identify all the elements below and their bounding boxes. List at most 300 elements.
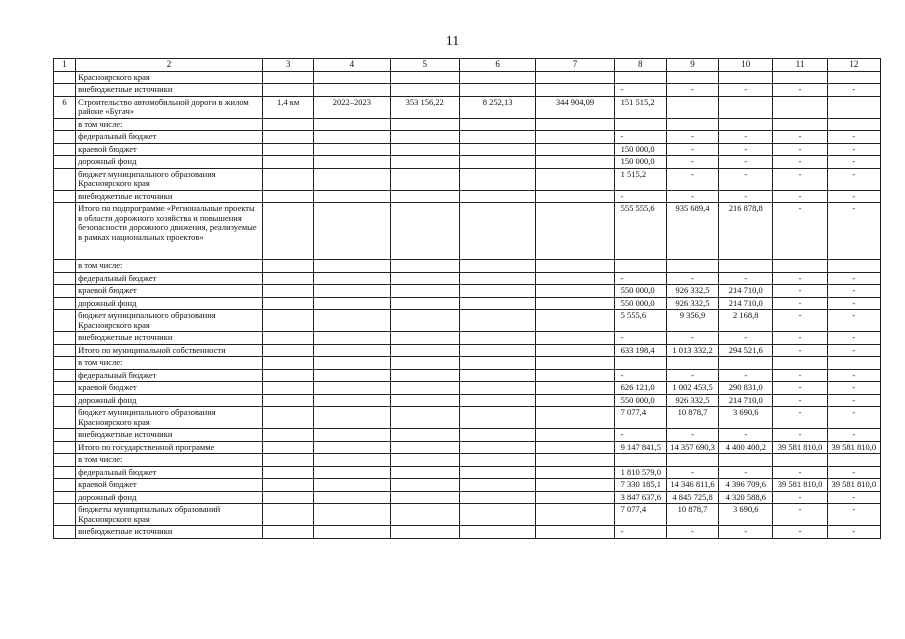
table-cell (262, 84, 313, 97)
table-cell (719, 71, 773, 84)
table-cell (390, 272, 459, 285)
table-cell (54, 394, 76, 407)
table-cell (262, 344, 313, 357)
table-cell (262, 407, 313, 429)
table-row (54, 71, 881, 84)
table-cell (54, 71, 76, 84)
table-cell (390, 71, 459, 84)
table-cell (314, 491, 390, 504)
table-cell: 4 396 709,6 (719, 479, 773, 492)
table-row (54, 429, 881, 442)
table-cell (314, 143, 390, 156)
table-cell: - (614, 526, 666, 539)
table-cell (773, 96, 827, 118)
table-row (54, 526, 881, 539)
table-cell: 2022–2023 (314, 96, 390, 118)
table-cell (536, 260, 614, 273)
row-label-cell: Итого по государственной программе (76, 441, 263, 454)
table-cell: 550 000,0 (614, 394, 666, 407)
table-row (54, 297, 881, 310)
table-cell (314, 526, 390, 539)
table-cell (390, 357, 459, 370)
table-cell: - (827, 394, 880, 407)
table-row (54, 190, 881, 203)
table-row (54, 310, 881, 332)
table-cell (314, 357, 390, 370)
table-cell: - (827, 344, 880, 357)
row-label-cell: краевой бюджет (76, 285, 263, 298)
table-cell: 353 156,22 (390, 96, 459, 118)
table-cell (390, 131, 459, 144)
table-cell (390, 190, 459, 203)
table-cell (314, 479, 390, 492)
table-cell (54, 297, 76, 310)
row-label-cell: Итого по муниципальной собственности (76, 344, 263, 357)
table-cell (459, 344, 535, 357)
table-cell (459, 71, 535, 84)
table-cell (314, 382, 390, 395)
table-cell: - (773, 369, 827, 382)
table-cell (459, 297, 535, 310)
table-row (54, 479, 881, 492)
table-cell: - (827, 297, 880, 310)
table-cell (390, 526, 459, 539)
table-cell (666, 357, 718, 370)
table-cell (262, 285, 313, 298)
table-cell (536, 131, 614, 144)
row-label-cell: краевой бюджет (76, 479, 263, 492)
table-cell (666, 118, 718, 131)
table-cell: - (827, 203, 880, 260)
table-row (54, 454, 881, 467)
table-cell: 4 845 725,8 (666, 491, 718, 504)
table-cell (54, 344, 76, 357)
table-cell (54, 190, 76, 203)
table-cell: 550 000,0 (614, 297, 666, 310)
table-cell (536, 190, 614, 203)
table-row (54, 491, 881, 504)
table-cell (262, 491, 313, 504)
table-row (54, 131, 881, 144)
table-cell (459, 504, 535, 526)
table-cell: - (773, 84, 827, 97)
table-cell: 926 332,5 (666, 285, 718, 298)
table-cell (262, 131, 313, 144)
column-header: 10 (719, 59, 773, 72)
table-cell: - (827, 332, 880, 345)
table-cell (314, 297, 390, 310)
table-cell (666, 454, 718, 467)
table-row (54, 441, 881, 454)
table-cell: - (827, 310, 880, 332)
row-label-cell: внебюджетные источники (76, 190, 263, 203)
table-cell (314, 156, 390, 169)
table-cell: 926 332,5 (666, 394, 718, 407)
table-cell (459, 332, 535, 345)
table-cell (773, 71, 827, 84)
table-cell (719, 96, 773, 118)
table-cell (314, 285, 390, 298)
table-cell (459, 118, 535, 131)
table-row (54, 382, 881, 395)
table-cell (390, 260, 459, 273)
table-cell (54, 441, 76, 454)
table-cell (314, 369, 390, 382)
table-cell (459, 394, 535, 407)
table-cell: 1 810 579,0 (614, 466, 666, 479)
table-cell: - (773, 407, 827, 429)
table-cell (536, 526, 614, 539)
row-label-cell: федеральный бюджет (76, 369, 263, 382)
table-cell (390, 332, 459, 345)
table-cell: - (773, 285, 827, 298)
table-cell (459, 272, 535, 285)
table-row (54, 394, 881, 407)
table-cell: - (773, 429, 827, 442)
row-label-cell: дорожный фонд (76, 297, 263, 310)
table-cell: - (719, 369, 773, 382)
table-cell: 294 521,6 (719, 344, 773, 357)
column-header: 2 (76, 59, 263, 72)
table-cell: - (827, 285, 880, 298)
table-cell: 150 000,0 (614, 156, 666, 169)
table-cell: 550 000,0 (614, 285, 666, 298)
table-cell: 1 002 453,5 (666, 382, 718, 395)
table-cell: - (827, 131, 880, 144)
row-label-cell: бюджет муниципального образования Красноярского края (76, 407, 263, 429)
table-cell: 926 332,5 (666, 297, 718, 310)
table-cell: - (827, 407, 880, 429)
table-cell (459, 407, 535, 429)
table-row (54, 118, 881, 131)
row-label-cell: внебюджетные источники (76, 332, 263, 345)
table-cell (536, 84, 614, 97)
table-cell: 10 878,7 (666, 407, 718, 429)
table-cell: - (827, 190, 880, 203)
table-cell: 214 710,0 (719, 285, 773, 298)
table-cell (536, 203, 614, 260)
table-cell: 8 252,13 (459, 96, 535, 118)
table-cell (536, 429, 614, 442)
table-cell (390, 429, 459, 442)
table-cell (459, 143, 535, 156)
table-cell (459, 260, 535, 273)
table-cell: - (666, 526, 718, 539)
column-header: 9 (666, 59, 718, 72)
table-cell (314, 203, 390, 260)
table-cell (719, 357, 773, 370)
table-cell: - (614, 369, 666, 382)
table-cell: - (773, 394, 827, 407)
table-cell: - (666, 84, 718, 97)
table-cell: - (773, 143, 827, 156)
table-cell: 39 581 810,0 (827, 441, 880, 454)
row-label-cell: в том числе: (76, 118, 263, 131)
table-cell: 555 555,6 (614, 203, 666, 260)
table-cell (54, 168, 76, 190)
table-cell (262, 394, 313, 407)
table-cell (827, 454, 880, 467)
table-cell (390, 203, 459, 260)
table-cell (459, 310, 535, 332)
table-cell (459, 382, 535, 395)
table-cell: - (773, 526, 827, 539)
table-cell (536, 504, 614, 526)
table-cell (262, 190, 313, 203)
table-cell (262, 526, 313, 539)
table-cell (614, 71, 666, 84)
row-label-cell: краевой бюджет (76, 382, 263, 395)
table-cell (314, 332, 390, 345)
table-cell: 151 515,2 (614, 96, 666, 118)
table-cell (390, 84, 459, 97)
table-cell (536, 310, 614, 332)
page-number: 11 (445, 34, 460, 49)
table-cell: 6 (54, 96, 76, 118)
table-cell: 935 689,4 (666, 203, 718, 260)
table-cell: - (827, 143, 880, 156)
table-cell: - (827, 382, 880, 395)
table-cell: - (827, 466, 880, 479)
table-cell (459, 491, 535, 504)
table-cell: 39 581 810,0 (773, 441, 827, 454)
table-cell: - (614, 84, 666, 97)
table-cell (666, 260, 718, 273)
column-header: 6 (459, 59, 535, 72)
table-cell (390, 118, 459, 131)
column-header: 12 (827, 59, 880, 72)
table-cell (459, 190, 535, 203)
table-cell (536, 272, 614, 285)
table-cell: - (614, 131, 666, 144)
table-cell (827, 96, 880, 118)
table-cell: 14 357 690,3 (666, 441, 718, 454)
table-cell (536, 285, 614, 298)
table-cell (459, 203, 535, 260)
column-header: 3 (262, 59, 313, 72)
table-cell (459, 357, 535, 370)
table-row (54, 143, 881, 156)
table-cell: 2 168,8 (719, 310, 773, 332)
table-cell: - (666, 168, 718, 190)
table-row (54, 466, 881, 479)
table-cell (536, 369, 614, 382)
table-cell: - (827, 369, 880, 382)
table-cell: - (614, 190, 666, 203)
column-header: 7 (536, 59, 614, 72)
table-cell (262, 272, 313, 285)
column-header: 4 (314, 59, 390, 72)
table-cell (536, 479, 614, 492)
table-cell (536, 357, 614, 370)
table-cell (666, 71, 718, 84)
table-cell (314, 190, 390, 203)
table-cell (54, 504, 76, 526)
table-cell: - (773, 491, 827, 504)
table-cell (536, 454, 614, 467)
table-cell: 9 356,9 (666, 310, 718, 332)
row-label-cell: федеральный бюджет (76, 131, 263, 144)
table-cell: 633 198,4 (614, 344, 666, 357)
row-label-cell: внебюджетные источники (76, 429, 263, 442)
table-row (54, 203, 881, 260)
table-cell (536, 118, 614, 131)
table-row (54, 357, 881, 370)
table-cell: 4 320 588,6 (719, 491, 773, 504)
table-cell (54, 260, 76, 273)
table-cell (459, 285, 535, 298)
table-cell (459, 84, 535, 97)
table-cell (459, 429, 535, 442)
table-cell (54, 454, 76, 467)
table-cell: - (827, 526, 880, 539)
row-label-cell: в том числе: (76, 260, 263, 273)
table-cell (459, 479, 535, 492)
table-cell: 1,4 км (262, 96, 313, 118)
table-cell (262, 369, 313, 382)
table-cell (536, 407, 614, 429)
table-cell (262, 454, 313, 467)
table-cell (536, 441, 614, 454)
table-cell (314, 272, 390, 285)
table-cell: 4 400 400,2 (719, 441, 773, 454)
table-cell: 39 581 810,0 (773, 479, 827, 492)
table-cell (536, 332, 614, 345)
table-cell: - (719, 332, 773, 345)
table-cell: 10 878,7 (666, 504, 718, 526)
row-label-cell: в том числе: (76, 454, 263, 467)
table-cell (314, 260, 390, 273)
table-row (54, 285, 881, 298)
table-cell (262, 143, 313, 156)
table-cell: - (773, 382, 827, 395)
row-label-cell: внебюджетные источники (76, 84, 263, 97)
table-cell (536, 394, 614, 407)
table-cell: - (773, 466, 827, 479)
table-cell (536, 168, 614, 190)
row-label-cell: внебюджетные источники (76, 526, 263, 539)
row-label-cell: дорожный фонд (76, 491, 263, 504)
table-cell (262, 466, 313, 479)
table-cell: - (719, 429, 773, 442)
table-cell: 3 690,6 (719, 504, 773, 526)
table-row (54, 84, 881, 97)
table-cell (390, 504, 459, 526)
table-cell (262, 332, 313, 345)
table-cell: - (827, 272, 880, 285)
table-cell: - (827, 156, 880, 169)
table-cell: - (773, 297, 827, 310)
table-cell: - (614, 429, 666, 442)
table-cell: - (773, 332, 827, 345)
table-cell (390, 143, 459, 156)
row-label-cell: федеральный бюджет (76, 466, 263, 479)
table-cell: - (827, 84, 880, 97)
table-cell (314, 310, 390, 332)
table-cell (54, 143, 76, 156)
table-cell: - (719, 466, 773, 479)
table-cell: - (666, 131, 718, 144)
table-cell: 3 690,6 (719, 407, 773, 429)
table-cell: - (666, 272, 718, 285)
table-cell: - (666, 332, 718, 345)
table-cell (314, 168, 390, 190)
table-cell: 1 515,2 (614, 168, 666, 190)
row-label-cell: краевой бюджет (76, 143, 263, 156)
table-cell (54, 272, 76, 285)
table-cell (262, 203, 313, 260)
table-cell: 214 710,0 (719, 297, 773, 310)
table-cell (54, 479, 76, 492)
table-cell (314, 344, 390, 357)
table-cell (262, 441, 313, 454)
table-cell (390, 466, 459, 479)
row-label-cell: дорожный фонд (76, 156, 263, 169)
table-cell (459, 131, 535, 144)
table-cell (459, 466, 535, 479)
table-cell (459, 526, 535, 539)
table-cell: - (614, 332, 666, 345)
table-cell (262, 310, 313, 332)
table-cell (390, 479, 459, 492)
table-cell (773, 260, 827, 273)
table-cell (54, 526, 76, 539)
table-cell: 5 555,6 (614, 310, 666, 332)
table-cell (54, 156, 76, 169)
table-row (54, 272, 881, 285)
row-label-cell: федеральный бюджет (76, 272, 263, 285)
table-cell: - (827, 491, 880, 504)
table-cell (390, 394, 459, 407)
table-cell: - (773, 344, 827, 357)
table-cell: - (773, 504, 827, 526)
table-cell (536, 297, 614, 310)
row-label-cell: дорожный фонд (76, 394, 263, 407)
table-cell: - (773, 190, 827, 203)
column-header: 1 (54, 59, 76, 72)
table-cell: 7 077,4 (614, 407, 666, 429)
table-cell: - (773, 168, 827, 190)
row-label-cell: Строительство автомобильной дороги в жилом районе «Бугач» (76, 96, 263, 118)
table-cell (390, 168, 459, 190)
table-cell: - (719, 131, 773, 144)
table-row (54, 96, 881, 118)
table-row (54, 168, 881, 190)
table-cell (314, 454, 390, 467)
table-cell (614, 454, 666, 467)
table-cell: 9 147 841,5 (614, 441, 666, 454)
table-row (54, 332, 881, 345)
table-cell (827, 260, 880, 273)
table-cell (536, 382, 614, 395)
table-cell: - (773, 156, 827, 169)
table-cell (314, 118, 390, 131)
table-cell (262, 479, 313, 492)
table-cell: - (719, 526, 773, 539)
table-cell: - (614, 272, 666, 285)
table-cell: 344 904,09 (536, 96, 614, 118)
table-cell (390, 369, 459, 382)
table-cell (459, 454, 535, 467)
table-cell (54, 357, 76, 370)
table-cell (262, 260, 313, 273)
table-row (54, 369, 881, 382)
table-cell (314, 429, 390, 442)
table-cell: - (773, 272, 827, 285)
table-cell (314, 71, 390, 84)
table-cell (54, 466, 76, 479)
table-cell (262, 382, 313, 395)
